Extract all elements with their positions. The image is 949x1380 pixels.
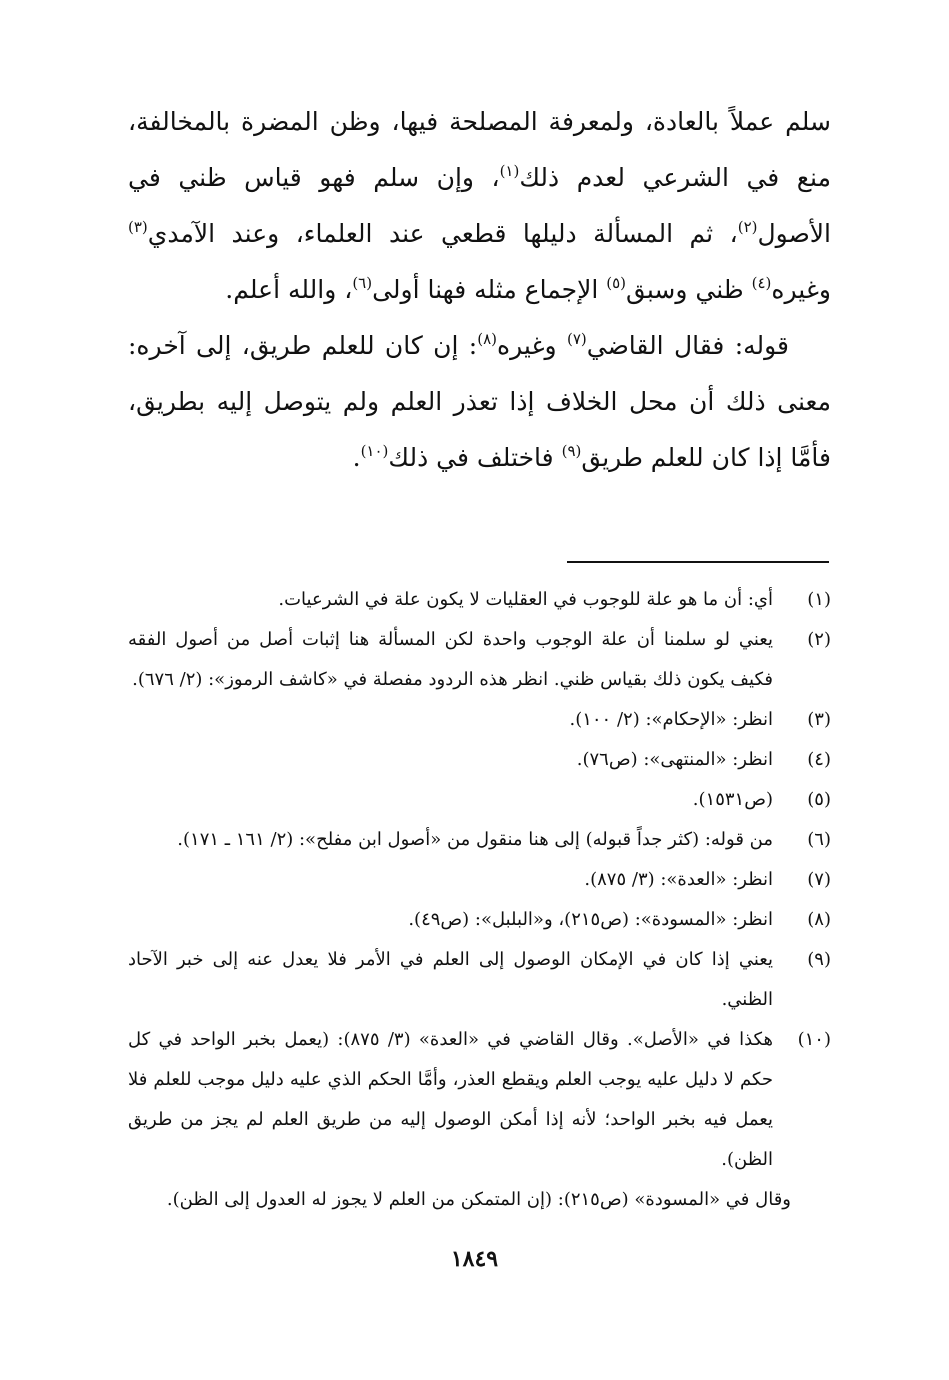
text-run: الإجماع مثله فهنا أولى [372,275,607,304]
footnote-5 [128,780,831,820]
text-run: . [352,443,361,472]
footnote-6 [128,820,831,860]
footnote-text: انظر: «المسودة»: (ص٢١٥)، و«البلبل»: (ص٤٩). [408,909,773,930]
footnote-ref: (٤) [751,274,772,292]
footnote-text: هكذا في «الأصل». وقال القاضي في «العدة» (٣/ ٨٧٥): (يعمل بخبر الواحد في كل حكم لا دليل عليه يوجب العلم ويقطع العذر، وأمَّا الحكم الذي عليه دليل موجب للعلم فلا يعمل فيه بخبر الواحد؛ لأنه إذا أمكن الوصول إليه من طريق العلم لم يجز من طريق الظن). [128,1029,773,1170]
footnote-7 [128,860,831,900]
footnote-1 [128,580,831,620]
footnote-text: يعني لو سلمنا أن علة الوجوب واحدة لكن المسألة هنا إثبات أصل من أصول الفقه فكيف يكون ذلك بقياس ظني. انظر هذه الردود مفصلة في «كاشف الرموز»: (٢/ ٦٧٦). [128,629,773,690]
footnote-10 [128,1020,831,1180]
footnote-4 [128,740,831,780]
footnote-text: انظر: «العدة»: (٣/ ٨٧٥). [584,869,773,890]
footnote-text: أي: أن ما هو علة للوجوب في العقليات لا يكون علة في الشرعيات. [278,589,773,610]
footnote-2 [128,620,831,700]
main-text [128,94,831,486]
text-run: ظني وسبق [626,275,752,304]
footnote-ref: (٥) [606,274,627,292]
footnote-number: (٤) [807,749,831,770]
footnote-ref: (٨) [477,330,498,348]
paragraph-2 [128,318,831,486]
footnote-number: (٢) [807,629,831,650]
footnote-number: (١٠) [797,1029,831,1050]
footnote-text: من قوله: (كثر جداً قبوله) إلى هنا منقول من «أصول ابن مفلح»: (٢/ ١٦١ ـ ١٧١). [177,829,773,850]
footnote-number: (٦) [807,829,831,850]
text-run: وغيره [497,331,567,360]
text-run: ، والله أعلم. [225,275,353,304]
footnote-text: (ص١٥٣١). [692,789,773,810]
footnote-ref: (٢) [737,218,758,236]
footnote-ref: (٦) [352,274,373,292]
footnote-number: (٧) [807,869,831,890]
footnote-text: انظر: «الإحكام»: (٢/ ١٠٠). [569,709,773,730]
footnote-text: انظر: «المنتهى»: (ص٧٦). [576,749,773,770]
footnote-ref: (٣) [128,218,148,236]
page-number: ١٨٤٩ [450,1246,499,1272]
footnote-text: يعني إذا كان في الإمكان الوصول إلى العلم في الأمر فلا يعدل عنه إلى خبر الآحاد الظني. [128,949,773,1010]
footnote-ref: (١) [499,162,520,180]
footnote-8 [128,900,831,940]
text-run: قوله: فقال القاضي [586,331,790,360]
footnote-9 [128,940,831,1020]
footnotes [128,580,831,1220]
text-run: وغيره [771,275,831,304]
footnote-ref: (٩) [561,442,582,460]
footnote-number: (٣) [807,709,831,730]
text-run: ، وإن سلم فهو قياس ظني في الأصول [128,163,831,248]
footnote-number: (٩) [807,949,831,970]
footnote-text: وقال في «المسودة» (ص٢١٥): (إن المتمكن من العلم لا يجوز له العدول إلى الظن). [166,1189,791,1210]
footnote-number: (٨) [807,909,831,930]
text-run: سلم عملاً بالعادة، ولمعرفة المصلحة فيها، وظن المضرة بالمخالفة، منع في الشرعي لعدم ذلك [128,107,831,192]
footnote-10-continuation [128,1180,831,1220]
text-run: : إن كان للعلم طريق، إلى آخره: معنى ذلك أن محل الخلاف إذا تعذر العلم ولم يتوصل إليه بطريق، فأمَّا إذا كان للعلم طريق [128,331,831,472]
footnote-ref: (١٠) [360,442,389,460]
footnote-ref: (٧) [566,330,587,348]
paragraph-1 [128,94,831,318]
text-run: فاختلف في ذلك [388,443,562,472]
footnote-number: (١) [807,589,831,610]
footnote-separator [567,561,829,563]
footnote-3 [128,700,831,740]
footnote-number: (٥) [807,789,831,810]
text-run: ، ثم المسألة دليلها قطعي عند العلماء، وعند الآمدي [147,219,738,248]
